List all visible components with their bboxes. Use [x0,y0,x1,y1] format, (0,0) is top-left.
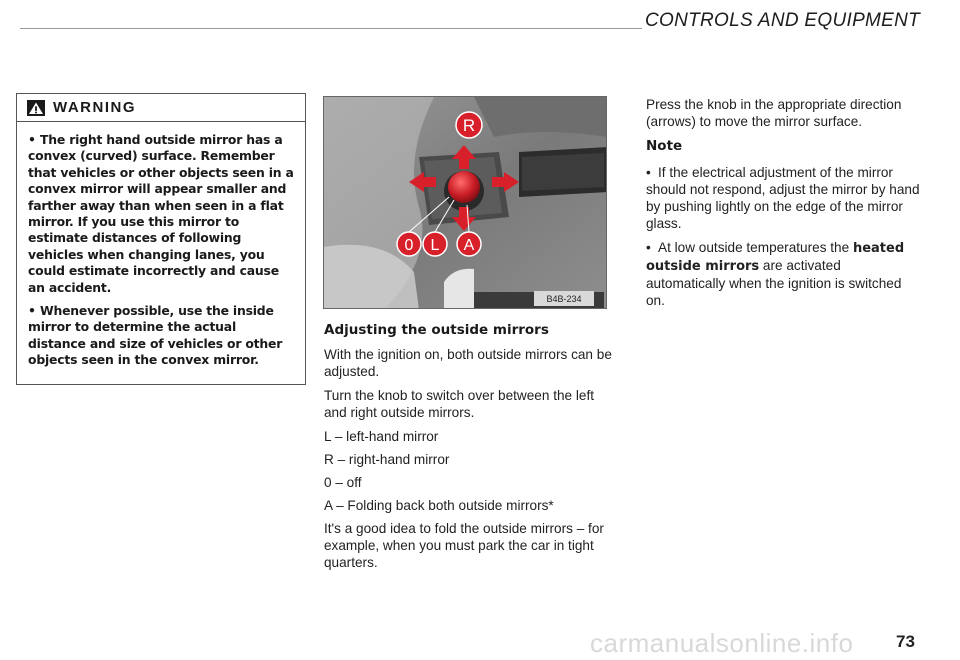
mirror-knob-figure [323,96,607,309]
svg-text:L: L [430,237,440,254]
adjusting-intro: With the ignition on, both outside mirrors can be adjusted. [324,347,612,379]
bullet-icon: • [28,132,36,147]
warning-box [16,93,306,385]
warning-paragraph-convex: • The right hand outside mirror has a convex (curved) surface. Remember that vehicles or other objects seen in a convex mirror will appear smaller and farther away than when seen in a flat mirror. If you use this mirror to estimate distances of following vehicles when changing lanes, you could estimate incorrectly and cause an accident. [28,132,294,295]
adjusting-turn: Turn the knob to switch over between the left and right outside mirrors. [324,388,595,420]
warning-triangle-icon [27,100,45,116]
watermark: carmanualsonline.info [590,628,854,658]
warning-body [17,122,305,369]
adjusting-section [324,322,614,578]
bullet-icon: • [646,240,651,255]
position-left: L – left-hand mirror [324,429,439,444]
warning-header [17,94,305,122]
page-header-title: CONTROLS AND EQUIPMENT [645,10,921,31]
position-fold: A – Folding back both outside mirrors* [324,498,554,513]
position-off: 0 – off [324,475,362,490]
page-number: 73 [896,632,915,651]
fold-tip: It's a good idea to fold the outside mirrors – for example, when you must park the car in tight quarters. [324,521,604,570]
figure-code: B4B-234 [546,294,582,304]
heated-mirrors-emphasis: heated outside mirrors [646,241,905,274]
note-item-heated-mirrors: • At low outside temperatures the heated outside mirrors are activated automatically when the ignition is switched on. [646,240,905,308]
right-column [646,96,922,316]
position-right: R – right-hand mirror [324,452,450,467]
bullet-icon: • [646,165,651,180]
header-rule [20,28,642,29]
svg-text:R: R [462,116,476,135]
press-instruction: Press the knob in the appropriate direction (arrows) to move the mirror surface. [646,97,902,129]
warning-title: WARNING [53,99,136,116]
bullet-icon: • [28,303,36,319]
warning-paragraph-inside-mirror: • Whenever possible, use the inside mirror to determine the actual distance and size of vehicles or other objects seen in the convex mirror. [28,303,283,368]
label-0-circle [397,232,421,256]
label-r-circle [456,112,482,138]
adjusting-heading: Adjusting the outside mirrors [324,322,549,338]
svg-text:A: A [463,237,475,254]
mirror-knob-illustration [324,97,607,309]
label-a-circle [457,232,481,256]
label-l-circle [423,232,447,256]
note-heading: Note [646,138,683,154]
note-item-manual-adjust: • If the electrical adjustment of the mirror should not respond, adjust the mirror by hand by pushing lightly on the edge of the mirror glass. [646,165,920,231]
svg-text:0: 0 [404,237,414,254]
